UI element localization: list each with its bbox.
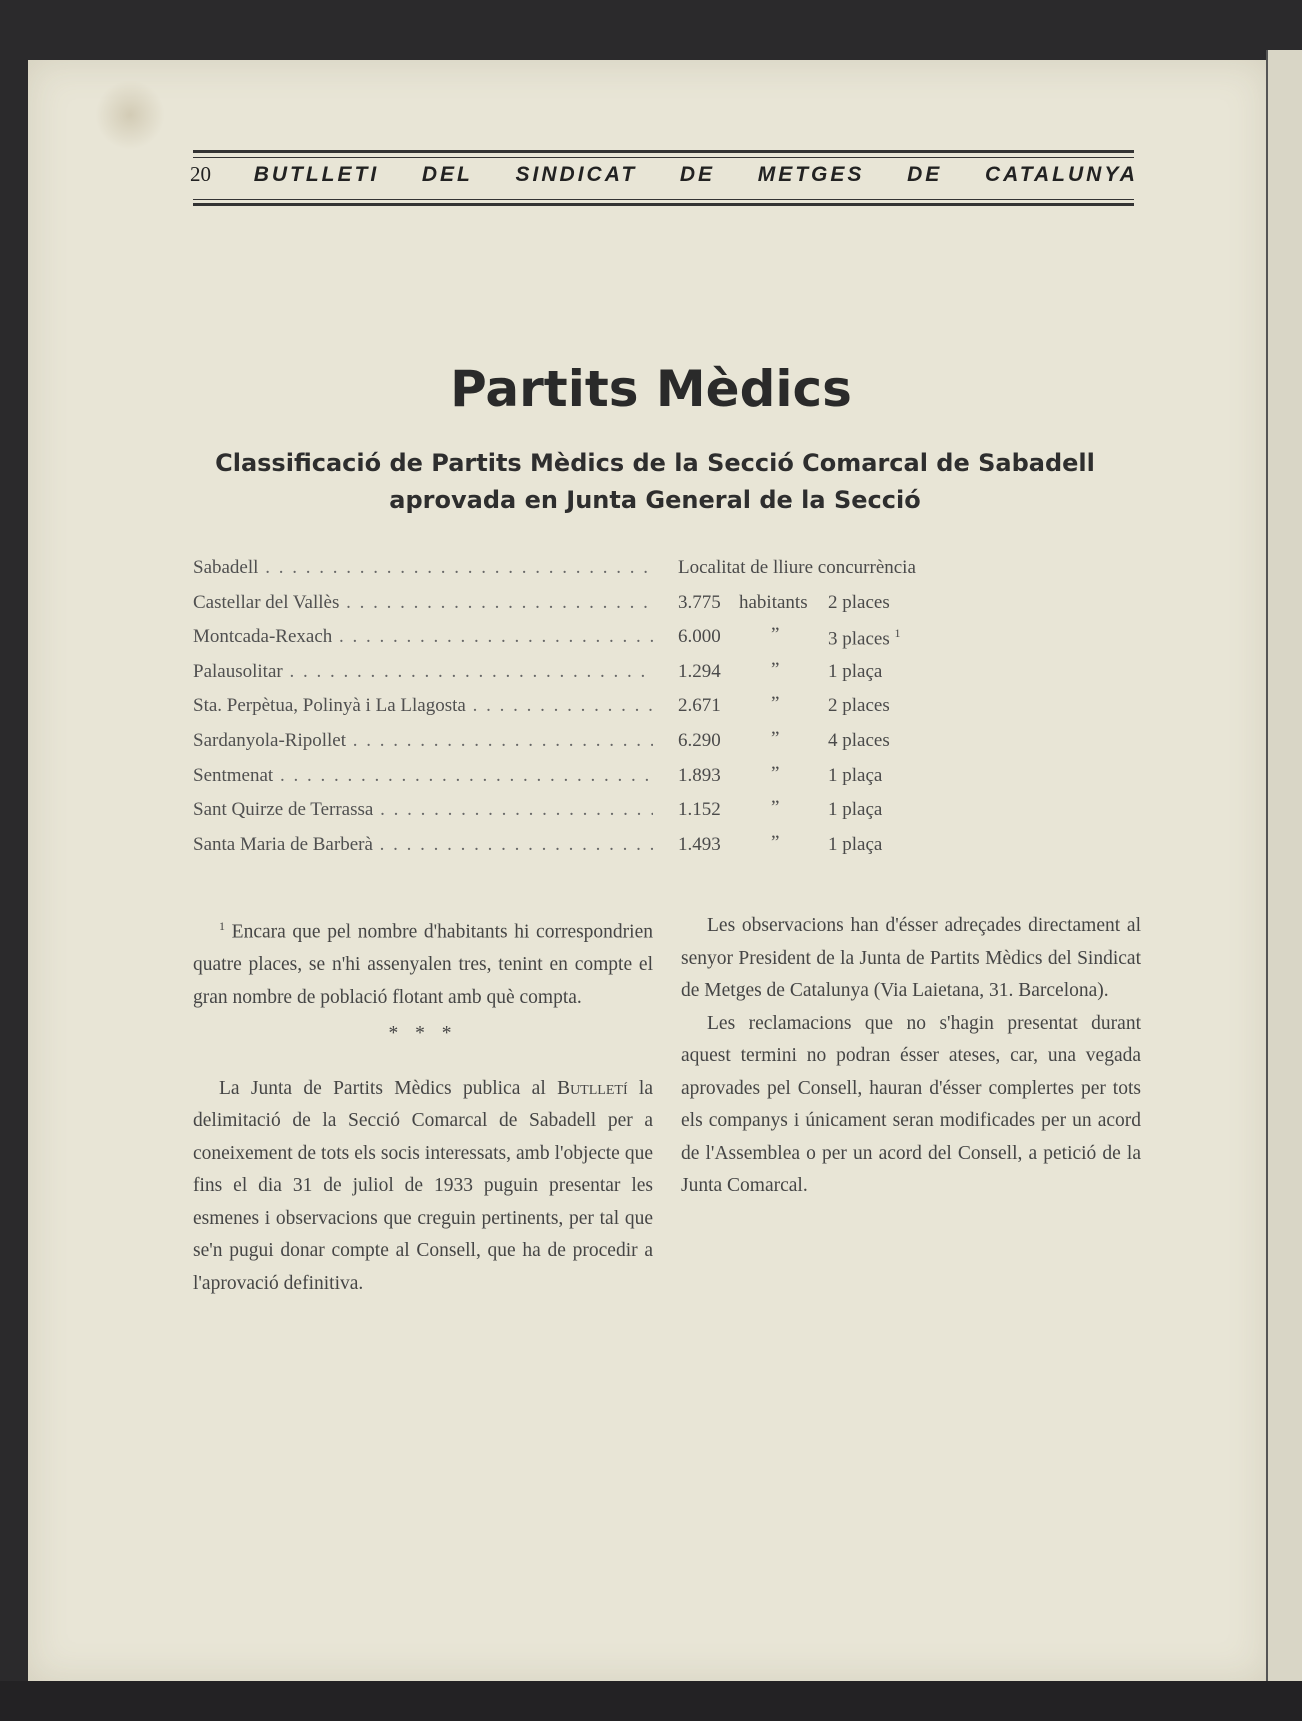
places-count: 1 plaça <box>828 660 883 682</box>
locality-name: Montcada-Rexach . . . <box>193 626 653 648</box>
table-row <box>193 592 993 627</box>
locality-name: Castellar del Vallès . . . <box>193 592 653 614</box>
header-word: DE <box>679 163 716 186</box>
left-column <box>193 910 653 1300</box>
header-word: BUTLLETI <box>253 163 380 186</box>
right-column <box>681 910 1141 1203</box>
body-paragraph: Les observacions han d'ésser adreçades directament al senyor President de la Junta de Partits Mèdics del Sindicat de Metges de Catalunya (Via Laietana, 31. Barcelona). <box>681 915 1141 1001</box>
header-rule-bottom <box>193 203 1134 206</box>
section-separator: * * * <box>388 1023 458 1044</box>
locality-name: Sardanyola-Ripollet . . . <box>193 730 653 752</box>
page-title: Partits Mèdics <box>450 360 852 418</box>
locality-name: Sabadell . . . <box>193 557 653 579</box>
subtitle-line: aprovada en Junta General de la Secció <box>389 486 921 514</box>
scan-background <box>0 1681 1302 1721</box>
table-row <box>193 695 993 730</box>
population-unit: habitants <box>739 591 808 613</box>
header-rule-bottom-thin <box>193 199 1134 200</box>
table-row <box>193 762 993 800</box>
population: 6.000 <box>678 626 721 648</box>
table-row <box>193 557 993 592</box>
ditto-mark: ” <box>771 658 780 680</box>
ditto-mark: ” <box>771 727 780 749</box>
table-row <box>193 831 993 869</box>
ditto-mark: ” <box>771 693 780 715</box>
locality-note: Localitat de lliure concurrència <box>678 557 916 578</box>
body-text: la delimitació de la Secció Comarcal de Sabadell per a coneixement de tots els socis interessats, amb l'objecte que fins el dia 31 de juliol de 1933 puguin presentar les esmenes i observacions que creguin pertinents, per tal que se'n pugui donar compte al Consell, que ha de procedir a l'aprovació definitiva. <box>193 1077 653 1294</box>
population: 1.294 <box>678 660 721 682</box>
document-page <box>28 60 1268 1682</box>
ditto-mark: ” <box>771 831 780 853</box>
locality-name: Sentmenat . . . <box>193 765 653 787</box>
header-rule-top-thin <box>193 157 1134 158</box>
table-row <box>193 658 993 696</box>
subtitle-line: Classificació de Partits Mèdics de la Secció Comarcal de Sabadell <box>215 449 1095 477</box>
table-row <box>193 799 993 834</box>
footnote-text: Encara que pel nombre d'habitants hi correspondrien quatre places, se n'hi assenyalen tres, tenint en compte el gran nombre de població flotant amb què compta. <box>193 921 654 1008</box>
locality-name: Palausolitar . . . <box>193 661 653 683</box>
footnote <box>193 910 653 1014</box>
header-word: DEL <box>421 163 473 186</box>
table-row <box>193 626 993 661</box>
places-count <box>828 626 900 650</box>
classification-table <box>193 557 993 868</box>
places-count: 2 places <box>828 591 890 613</box>
page-number: 20 <box>190 162 211 186</box>
next-page-edge <box>1266 50 1302 1690</box>
places-count: 2 places <box>828 695 890 717</box>
footnote-mark: 1 <box>219 919 225 933</box>
locality-name: Santa Maria de Barberà . . . <box>193 834 653 856</box>
header-word: SINDICAT <box>515 163 638 186</box>
ditto-mark: ” <box>771 797 780 819</box>
population: 3.775 <box>678 591 721 613</box>
publication-name: Butlletí <box>557 1077 628 1099</box>
locality-name: Sta. Perpètua, Polinyà i La Llagosta . . . <box>193 695 653 717</box>
places-count: 4 places <box>828 729 890 751</box>
locality-name: Sant Quirze de Terrassa . . . <box>193 799 653 821</box>
paper-stain <box>95 80 165 150</box>
population: 1.152 <box>678 799 721 821</box>
header-word: CATALUNYA <box>984 163 1138 186</box>
header-word: DE <box>907 163 943 186</box>
table-row <box>193 727 993 765</box>
places-text: 3 places <box>828 628 890 650</box>
places-count: 1 plaça <box>828 764 883 786</box>
subtitle <box>200 445 1110 519</box>
header-word: METGES <box>757 163 865 186</box>
ditto-mark: ” <box>771 762 780 784</box>
population: 1.493 <box>678 833 721 855</box>
header-rule-top <box>193 150 1134 153</box>
population: 1.893 <box>678 764 721 786</box>
running-header <box>190 162 1138 196</box>
body-text: La Junta de Partits Mèdics publica al <box>219 1077 558 1099</box>
population: 6.290 <box>678 729 721 751</box>
population: 2.671 <box>678 695 721 717</box>
footnote-reference: 1 <box>894 626 901 641</box>
places-count: 1 plaça <box>828 799 883 821</box>
places-count: 1 plaça <box>828 833 883 855</box>
body-paragraph: Les reclamacions que no s'hagin presentat durant aquest termini no podran ésser ateses, car, una vegada aprovades pel Consell, hauran d'ésser complertes per tots els companys i únicament seran modificades per un acord de l'Assemblea o per un acord del Consell, a petició de la Junta Comarcal. <box>681 1012 1141 1196</box>
body-paragraph <box>193 1073 653 1301</box>
ditto-mark: ” <box>771 624 780 646</box>
